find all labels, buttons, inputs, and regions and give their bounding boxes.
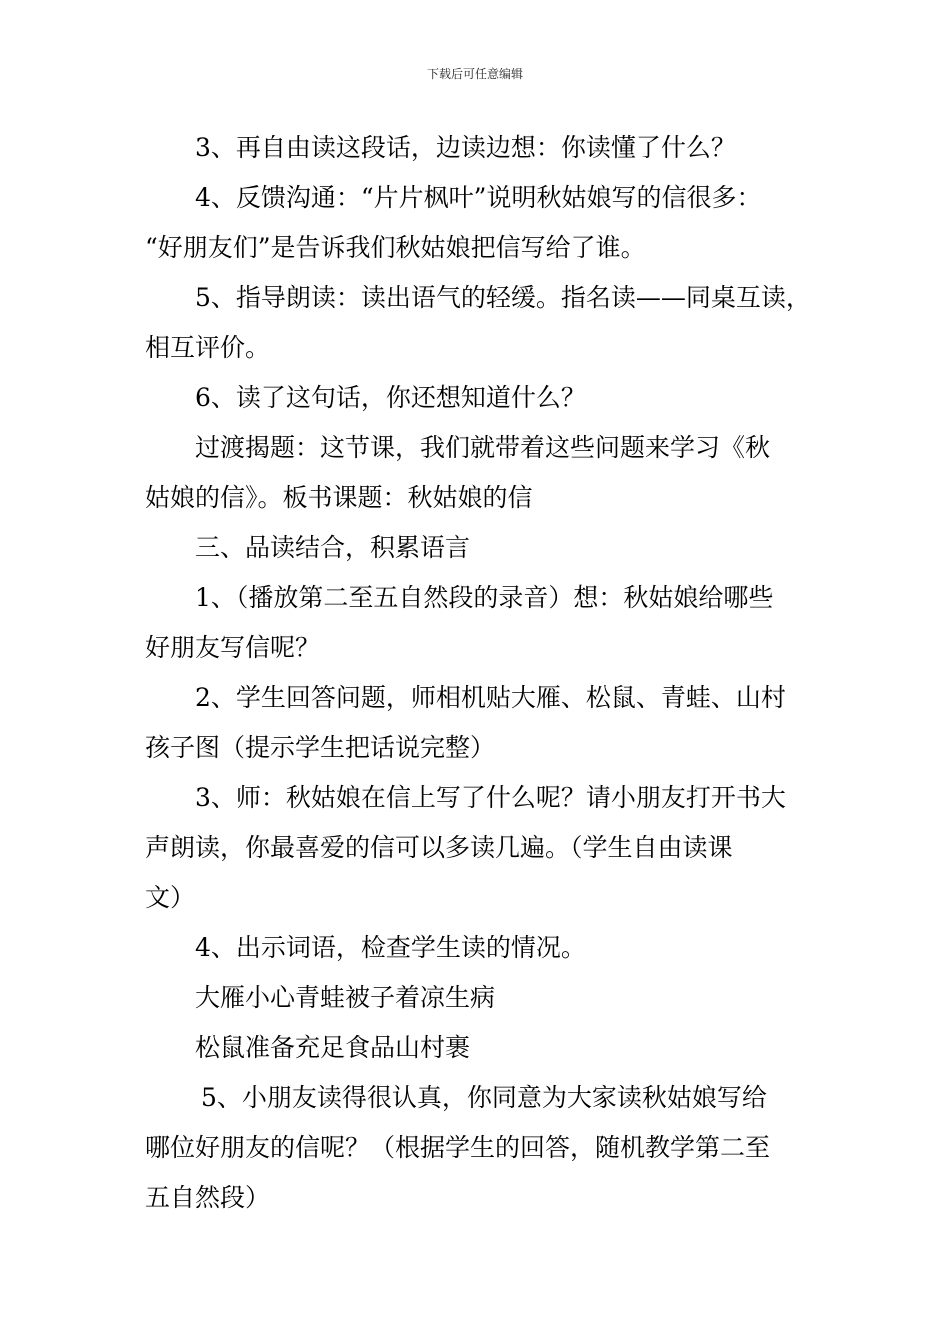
paragraph-line: 2、学生回答问题，师相机贴大雁、松鼠、青蛙、山村 <box>195 683 786 712</box>
paragraph-line: 相互评价。 <box>145 333 271 362</box>
paragraph-line: 文） <box>145 883 196 912</box>
paragraph-line: 6、读了这句话，你还想知道什么？ <box>195 383 586 412</box>
paragraph-line: 孩子图（提示学生把话说完整） <box>145 733 496 762</box>
paragraph-line: 五自然段） <box>145 1183 271 1212</box>
paragraph-line: 好朋友写信呢？ <box>145 633 321 662</box>
paragraph-line: 过渡揭题：这节课，我们就带着这些问题来学习《秋 <box>195 433 771 462</box>
word-list-line: 松鼠准备充足食品山村裹 <box>195 1033 471 1062</box>
page-header: 下载后可任意编辑 <box>426 67 523 81</box>
paragraph-line: “好朋友们”是告诉我们秋姑娘把信写给了谁。 <box>145 233 646 262</box>
paragraph-line: 姑娘的信》。板书课题：秋姑娘的信 <box>145 483 533 512</box>
paragraph-line: 5、小朋友读得很认真，你同意为大家读秋姑娘写给 <box>201 1083 767 1112</box>
paragraph-line: 4、出示词语，检查学生读的情况。 <box>195 933 586 962</box>
paragraph-line: 4、反馈沟通：“片片枫叶”说明秋姑娘写的信很多： <box>195 183 762 212</box>
paragraph-line: 3、师：秋姑娘在信上写了什么呢？请小朋友打开书大 <box>195 783 786 812</box>
paragraph-line: 哪位好朋友的信呢？（根据学生的回答，随机教学第二至 <box>145 1133 771 1162</box>
paragraph-line: 5、指导朗读：读出语气的轻缓。指名读——同桌互读， <box>195 283 811 312</box>
paragraph-line: 声朗读，你最喜爱的信可以多读几遍。（学生自由读课 <box>145 833 733 862</box>
paragraph-line: 1、（播放第二至五自然段的录音）想：秋姑娘给哪些 <box>195 583 774 612</box>
word-list-line: 大雁小心青蛙被子着凉生病 <box>195 983 496 1012</box>
section-heading: 三、品读结合，积累语言 <box>195 533 471 562</box>
paragraph-line: 3、再自由读这段话，边读边想：你读懂了什么？ <box>195 133 736 162</box>
